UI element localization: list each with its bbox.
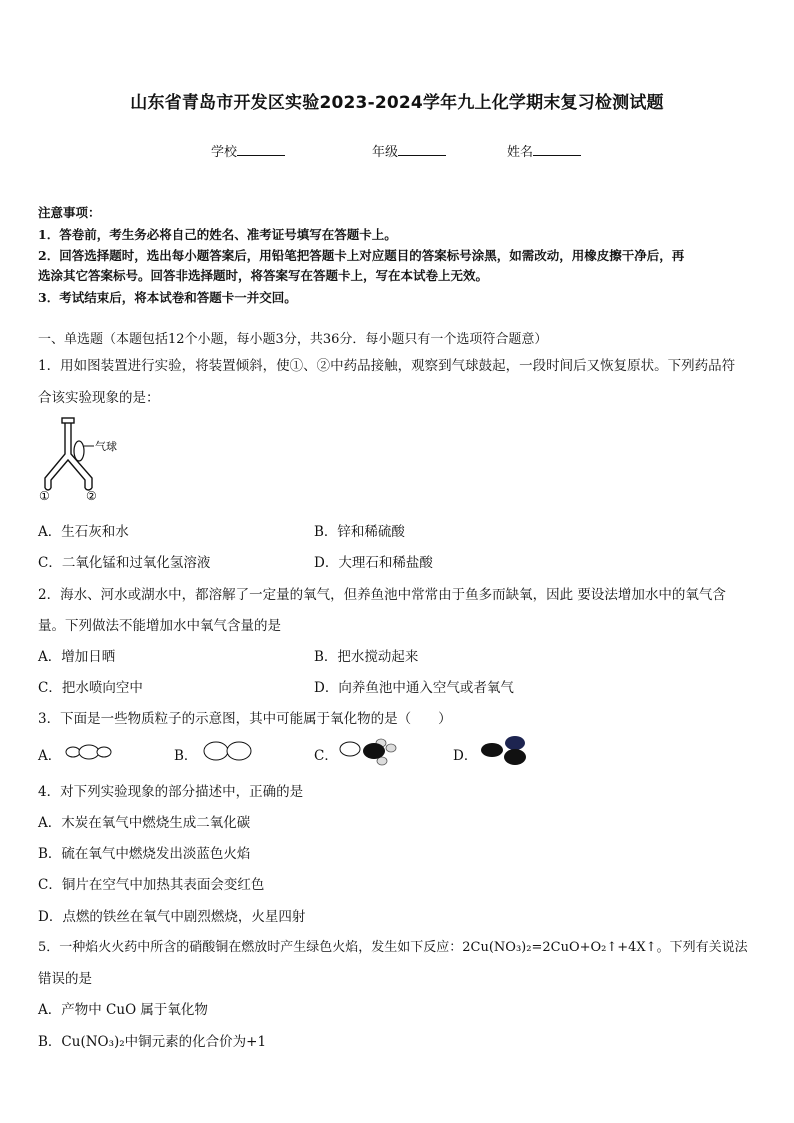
q3-option-b-particle-icon: [201, 738, 257, 764]
q2-option-d[interactable]: D．向养鱼池中通入空气或者氧气: [314, 680, 514, 696]
tube-label-2: ②: [86, 489, 97, 503]
balloon-label: 气球: [95, 440, 117, 453]
q1-option-d[interactable]: D．大理石和稀盐酸: [314, 555, 433, 571]
q3-option-c-label: C．: [314, 748, 338, 764]
section-heading: 一、单选题（本题包括12个小题，每小题3分，共36分．每小题只有一个选项符合题意）: [38, 332, 548, 347]
note-2-line-1: 2．回答选择题时，选出每小题答案后，用铅笔把答题卡上对应题目的答案标号涂黑，如需改动，用橡皮擦干净后，再: [38, 248, 685, 263]
q3-option-b[interactable]: [174, 744, 197, 764]
school-field[interactable]: [211, 141, 285, 160]
q4-option-b[interactable]: B．硫在氧气中燃烧发出淡蓝色火焰: [38, 846, 251, 862]
school-label: 学校: [211, 145, 238, 160]
name-blank[interactable]: [533, 143, 581, 156]
grade-field[interactable]: [372, 141, 446, 160]
q4-option-d[interactable]: D．点燃的铁丝在氧气中剧烈燃烧，火星四射: [38, 909, 306, 925]
tube-label-1: ①: [39, 489, 50, 503]
note-1: 1．答卷前，考生务必将自己的姓名、准考证号填写在答题卡上。: [38, 227, 397, 242]
q3-option-d-particle-icon: [478, 734, 532, 768]
q2-option-a[interactable]: A．增加日晒: [38, 649, 116, 665]
name-field[interactable]: [507, 141, 581, 160]
q3-option-a-particle-icon: [64, 740, 114, 764]
q2-stem-line-2: 量。下列做法不能增加水中氧气含量的是: [38, 618, 281, 634]
q2-option-b[interactable]: B．把水搅动起来: [314, 649, 419, 665]
q3-option-a[interactable]: [38, 744, 61, 764]
q5-stem-line-2: 错误的是: [38, 971, 92, 987]
q3-option-a-label: A．: [38, 748, 62, 764]
q5-option-b[interactable]: B．Cu(NO₃)₂中铜元素的化合价为+1: [38, 1034, 267, 1050]
name-label: 姓名: [507, 145, 534, 160]
note-3: 3．考试结束后，将本试卷和答题卡一并交回。: [38, 290, 297, 305]
grade-label: 年级: [372, 145, 399, 160]
y-tube-apparatus-figure: [36, 416, 136, 508]
q5-option-a[interactable]: A．产物中 CuO 属于氧化物: [38, 1002, 208, 1018]
page-title: 山东省青岛市开发区实验2023-2024学年九上化学期末复习检测试题: [130, 93, 664, 113]
q1-option-a[interactable]: A．生石灰和水: [38, 524, 129, 540]
q4-stem: 4．对下列实验现象的部分描述中，正确的是: [38, 784, 304, 800]
q4-option-a[interactable]: A．木炭在氧气中燃烧生成二氧化碳: [38, 815, 251, 831]
q3-option-d-label: D．: [453, 748, 478, 764]
q1-stem-line-2: 合该实验现象的是：: [38, 390, 160, 406]
q3-option-c-particle-icon: [337, 736, 403, 768]
q2-stem-line-1: 2．海水、河水或湖水中，都溶解了一定量的氧气，但养鱼池中常常由于鱼多而缺氧，因此 要设法增加水中的氧气含: [38, 587, 726, 603]
notes-heading: 注意事项：: [38, 205, 101, 220]
q1-option-c[interactable]: C．二氧化锰和过氧化氢溶液: [38, 555, 211, 571]
q3-option-d[interactable]: [453, 744, 477, 764]
school-blank[interactable]: [237, 143, 285, 156]
grade-blank[interactable]: [398, 143, 446, 156]
q1-stem-line-1: 1．用如图装置进行实验，将装置倾斜，使①、②中药品接触，观察到气球鼓起，一段时间后又恢复原状。下列药品符: [38, 358, 736, 374]
q3-option-b-label: B．: [174, 748, 198, 764]
q3-stem: 3．下面是一些物质粒子的示意图，其中可能属于氧化物的是（ ）: [38, 711, 452, 727]
q2-option-c[interactable]: C．把水喷向空中: [38, 680, 143, 696]
q1-option-b[interactable]: B．锌和稀硫酸: [314, 524, 405, 540]
note-2-line-2: 选涂其它答案标号。回答非选择题时，将答案写在答题卡上，写在本试卷上无效。: [38, 268, 489, 283]
q5-stem-line-1: 5．一种焰火火药中所含的硝酸铜在燃放时产生绿色火焰，发生如下反应：2Cu(NO₃)₂=2CuO+O₂↑+4X↑。下列有关说法: [38, 940, 748, 955]
q4-option-c[interactable]: C．铜片在空气中加热其表面会变红色: [38, 877, 265, 893]
q3-option-c[interactable]: [314, 744, 338, 764]
